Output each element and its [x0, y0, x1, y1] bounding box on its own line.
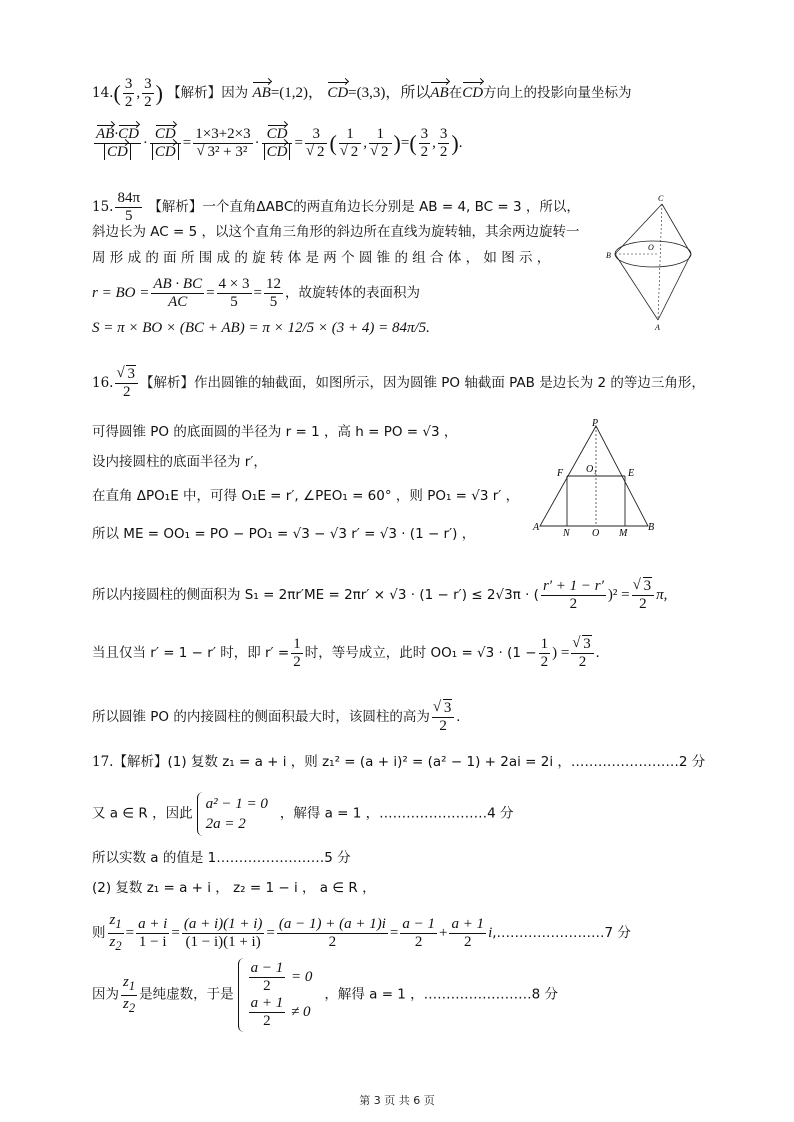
fig-label-a: A [655, 323, 660, 332]
q16-line-5: 所以内接圆柱的侧面积为 S₁ = 2πr′ME = 2πr′ × √3 · (1 − r′) ≤ 2√3π · ( $\frac{r' + 1 - r'}{2}$ )² = √ $\frac{3}{2}$ π, [92, 578, 667, 613]
q15-line-1: 15. $\frac{84\pi}{5}$ 【解析】一个直角ΔABC的两直角边长分别是 AB = 4, BC = 3 ，所以， [92, 190, 580, 224]
q15-line-2: 斜边长为 AC = 5 ，以这个直角三角形的斜边所在直线为旋转轴，其余两边旋转一 [92, 224, 580, 240]
fig-label-b: B [606, 251, 611, 260]
fig-label-e: E [628, 468, 635, 479]
q15-line-3: 周 形 成 的 面 所 围 成 的 旋 转 体 是 两 个 圆 锥 的 组 合 体 ， 如 图 示 ， [92, 250, 551, 266]
q14-line-1: 14.( $\frac{3}{2}$ , $\frac{3}{2}$ ) 【解析】因为 AB=(1,2)， CD=(3,3)，所以AB在CD方向上的投影向量坐标为 [92, 76, 632, 110]
q16-line-4: 所以 ME = OO₁ = PO − PO₁ = √3 − √3 r′ = √3 · (1 − r′) ， [92, 526, 476, 542]
double-cone-figure [600, 192, 710, 332]
q16-line-2: 设内接圆柱的底面半径为 r′， [92, 454, 267, 470]
q17-line-5: 则 $\frac{z_1}{z_2}$ = $\frac{a + i}{1 - i}$ = $\frac{(a + i)(1 + i)}{(1 - i)(1 + i)}$ = $\frac{(a - 1) + (a + 1)i}{2}$ = $\frac{a - 1}{2}$ + $\frac{a + 1}{2}$ i,……………………7 分 [92, 912, 631, 953]
fig-label-p: P [592, 418, 599, 429]
vector-ab: AB [252, 85, 271, 101]
q15-line-4: r = BO = $\frac{AB \cdot BC}{AC}$ = $\frac{4 \times 3}{5}$ = $\frac{12}{5}$ ，故旋转体的表面积为 [92, 276, 420, 310]
q15-answer: $\frac{84\pi}{5}$ [117, 190, 141, 224]
fig-label-o1: O₁ [586, 464, 597, 475]
q14-tag: 【解析】 [167, 85, 222, 101]
q14-line-2: $\frac{AB\cdot CD}{CD}$ · $\frac{CD}{CD}$ = 1×3+2×3 √ 3² + 3² · $\frac{CD}{CD}$ = 3 √ 2 ( 1 √ 2 , 1 √ 2 )=( $\frac{3}{2}$ , $\frac{3}{2}$ ). [92, 126, 462, 161]
q14-number: 14. [92, 85, 114, 101]
equation-system-1: a² − 1 = 0 2a = 2 [197, 792, 276, 836]
fig-label-f: F [557, 468, 564, 479]
fig-label-b16: B [648, 522, 655, 533]
equation-system-2: $\frac{a - 1}{2}$ = 0 $\frac{a + 1}{2}$ ≠ 0 [238, 958, 321, 1032]
vector-cd: CD [327, 85, 349, 101]
fig-label-n: N [563, 528, 570, 539]
q16-line-1: 可得圆锥 PO 的底面圆的半径为 r = 1 ，高 h = PO = √3 ， [92, 424, 458, 440]
fig-label-m: M [619, 528, 628, 539]
q16-line-7: 所以圆锥 PO 的内接圆柱的侧面积最大时，该圆柱的高为 √ $\frac{3}{2}$ . [92, 700, 460, 735]
q17-line-6: 因为 $\frac{z_1}{z_2}$ 是纯虚数，于是 $\frac{a - 1}{2}$ = 0 $\frac{a + 1}{2}$ ≠ 0 ，解得 a = 1 ，……………………8 分 [92, 958, 558, 1032]
fig-label-o: O [648, 243, 654, 252]
q17-line-3: 所以实数 a 的值是 1……………………5 分 [92, 850, 351, 866]
q15-line-5: S = π × BO × (BC + AB) = π × 12/5 × (3 + 4) = 84π/5. [92, 320, 430, 336]
q17-line-1: 17.【解析】(1) 复数 z₁ = a + i ，则 z₁² = (a + i)² = (a² − 1) + 2ai = 2i ，……………………2 分 [92, 754, 706, 770]
page-footer: 第 3 页 共 6 页 [359, 1094, 435, 1107]
q16-line-0: 16. √ $\frac{3}{2}$ 【解析】作出圆锥的轴截面，如图所示，因为圆锥 PO 轴截面 PAB 是边长为 2 的等边三角形， [92, 366, 705, 401]
q17-line-2: 又 a ∈ R ，因此 a² − 1 = 0 2a = 2 ，解得 a = 1 ，……………………4 分 [92, 792, 514, 836]
fig-label-c: C [658, 194, 664, 203]
q17-line-4: (2) 复数 z₁ = a + i ， z₂ = 1 − i ， a ∈ R ， [92, 880, 376, 896]
fig-label-a16: A [533, 522, 540, 533]
cone-cross-section-figure [530, 418, 660, 540]
q16-line-6: 当且仅当 r′ = 1 − r′ 时，即 r′ = $\frac{1}{2}$ 时，等号成立，此时 OO₁ = √3 · (1 − $\frac{1}{2}$ ) = √ $\frac{3}{2}$ . [92, 636, 600, 671]
q16-line-3: 在直角 ΔPO₁E 中，可得 O₁E = r′, ∠PEO₁ = 60° ，则 PO₁ = √3 r′ ， [92, 488, 520, 504]
fig-label-o16: O [592, 528, 600, 539]
